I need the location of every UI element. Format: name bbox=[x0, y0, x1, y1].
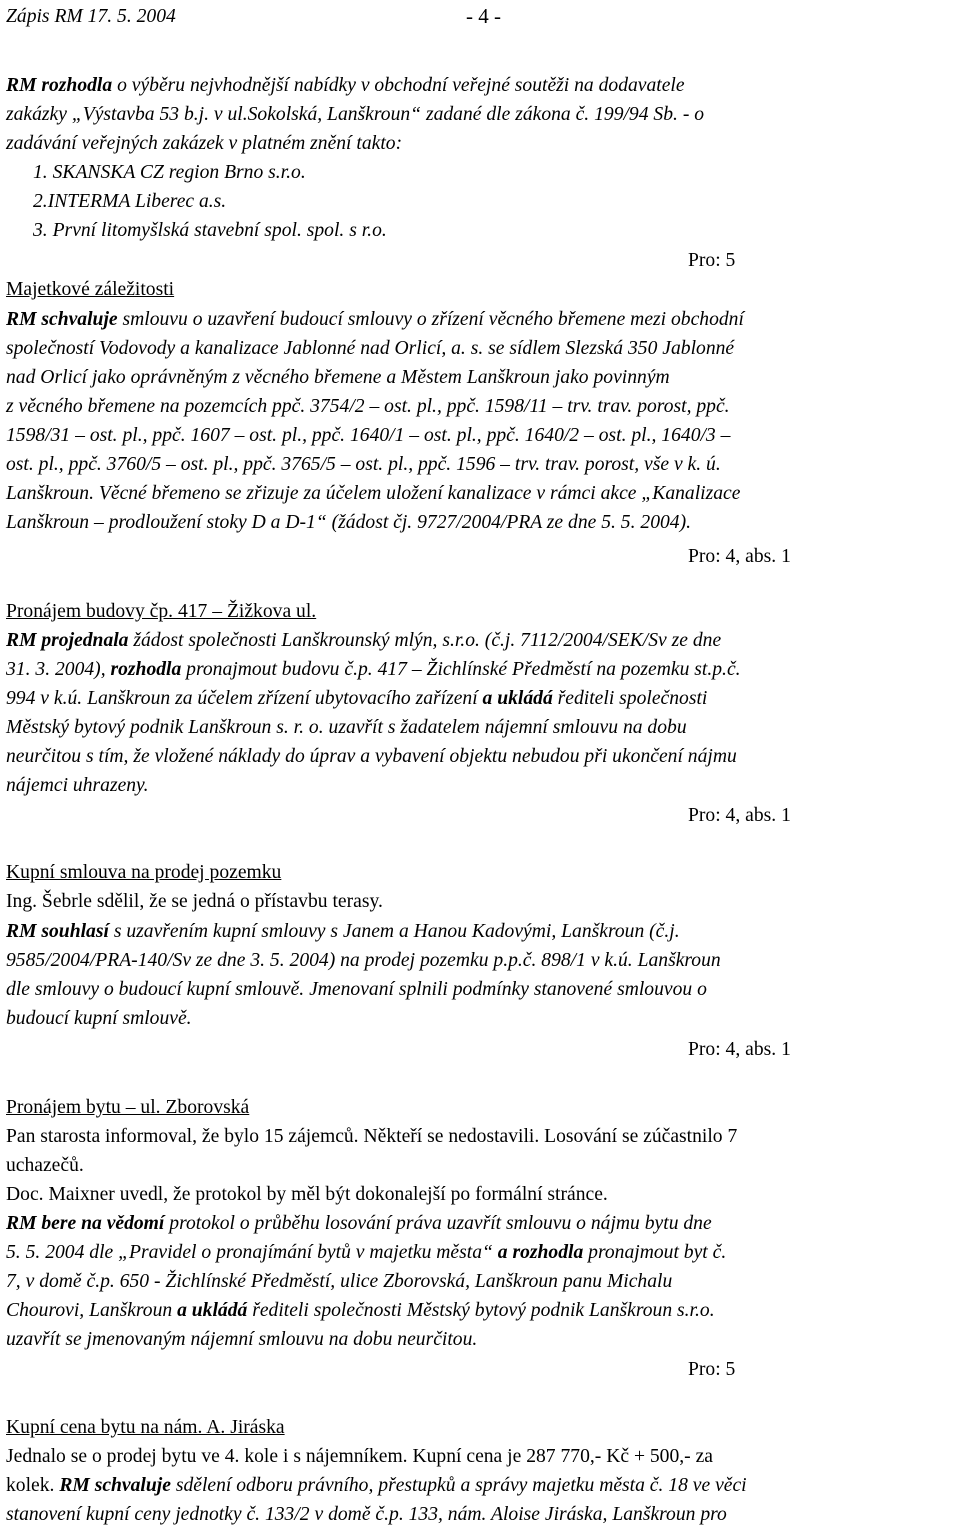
text-line: 5. 5. 2004 dle „Pravidel o pronajímání bytů v majetku města“ a rozhodla pronajmout byt č. bbox=[6, 1242, 727, 1263]
text-line: Pan starosta informoval, že bylo 15 zájemců. Někteří se nedostavili. Losování se zúčastnilo 7 bbox=[6, 1126, 738, 1147]
section-title: Pronájem budovy čp. 417 – Žižkova ul. bbox=[6, 601, 317, 622]
vote-result: Pro: 4, abs. 1 bbox=[688, 1039, 791, 1060]
section-property-matters bbox=[6, 275, 956, 304]
text-line: zadávání veřejných zakázek v platném znění takto: bbox=[6, 133, 403, 154]
text-line: Chourovi, Lanškroun a ukládá řediteli společnosti Městský bytový podnik Lanškroun s.r.o. bbox=[6, 1300, 715, 1321]
text-line: RM schvaluje smlouvu o uzavření budoucí smlouvy o zřízení věcného břemene mezi obchodní bbox=[6, 309, 744, 330]
text-line: nájemci uhrazeny. bbox=[6, 775, 149, 796]
list-item: 2.INTERMA Liberec a.s. bbox=[33, 191, 227, 212]
section-flat-body bbox=[6, 1209, 956, 1354]
text-line: Lanškroun. Věcné břemeno se zřizuje za účelem uložení kanalizace v rámci akce „Kanalizace bbox=[6, 483, 741, 504]
vote-result: Pro: 5 bbox=[688, 250, 736, 271]
text-line: uzavřít se jmenovaným nájemní smlouvu na dobu neurčitou. bbox=[6, 1329, 478, 1350]
text-line: 7, v domě č.p. 650 - Žichlínské Předměstí, ulice Zborovská, Lanškroun panu Michalu bbox=[6, 1271, 673, 1292]
text-line: 1598/31 – ost. pl., ppč. 1607 – ost. pl., ppč. 1640/1 – ost. pl., ppč. 1640/2 – ost. pl., 1640/3 – bbox=[6, 425, 731, 446]
section-tender-decision bbox=[6, 71, 956, 245]
text-line: Ing. Šebrle sdělil, že se jedná o přístavbu terasy. bbox=[6, 891, 383, 912]
text-line: dle smlouvy o budoucí kupní smlouvě. Jmenovaní splnili podmínky stanovené smlouvou o bbox=[6, 979, 707, 1000]
text-line: Doc. Maixner uvedl, že protokol by měl být dokonalejší po formální stránce. bbox=[6, 1184, 608, 1205]
text-line: Městský bytový podnik Lanškroun s. r. o. uzavřít s žadatelem nájemní smlouvu na dobu bbox=[6, 717, 687, 738]
text-line: RM souhlasí s uzavřením kupní smlouvy s Janem a Hanou Kadovými, Lanškroun (č.j. bbox=[6, 921, 680, 942]
text-line: RM rozhodla o výběru nejvhodnější nabídky v obchodní veřejné soutěži na dodavatele bbox=[6, 75, 685, 96]
vote-result: Pro: 4, abs. 1 bbox=[688, 546, 791, 567]
text-line: budoucí kupní smlouvě. bbox=[6, 1008, 192, 1029]
text-line: uchazečů. bbox=[6, 1155, 84, 1176]
text-line: stanovení kupní ceny jednotky č. 133/2 v domě č.p. 133, nám. Aloise Jiráska, Lanškroun pro bbox=[6, 1504, 727, 1525]
text-line: RM projednala žádost společnosti Lanškrounský mlýn, s.r.o. (č.j. 7112/2004/SEK/Sv ze dne bbox=[6, 630, 722, 651]
text-line: 994 v k.ú. Lanškroun za účelem zřízení ubytovacího zařízení a ukládá řediteli společnosti bbox=[6, 688, 708, 709]
section-title: Majetkové záležitosti bbox=[6, 279, 175, 300]
section-title: Kupní cena bytu na nám. A. Jiráska bbox=[6, 1417, 285, 1438]
section-building-lease bbox=[6, 597, 956, 626]
text-line: 9585/2004/PRA-140/Sv ze dne 3. 5. 2004) na prodej pozemku p.p.č. 898/1 v k.ú. Lanškroun bbox=[6, 950, 721, 971]
text-line: ost. pl., ppč. 3760/5 – ost. pl., ppč. 3765/5 – ost. pl., ppč. 1596 – trv. trav. porost, vše v k. ú. bbox=[6, 454, 721, 475]
page-number: - 4 - bbox=[466, 4, 501, 28]
text-line: neurčitou s tím, že vložené náklady do úprav a vybavení objektu nebudou při ukončení nájmu bbox=[6, 746, 737, 767]
text-line: nad Orlicí jako oprávněným z věcného břemene a Městem Lanškroun jako povinným bbox=[6, 367, 670, 388]
section-land-body bbox=[6, 917, 956, 1033]
text-line: Jednalo se o prodej bytu ve 4. kole i s nájemníkem. Kupní cena je 287 770,- Kč + 500,- za bbox=[6, 1446, 713, 1467]
text-line: z věcného břemene na pozemcích ppč. 3754/2 – ost. pl., ppč. 1598/11 – trv. trav. porost, ppč. bbox=[6, 396, 730, 417]
vote-result: Pro: 5 bbox=[688, 1359, 736, 1380]
header-title: Zápis RM 17. 5. 2004 bbox=[6, 6, 176, 27]
text-line: RM bere na vědomí protokol o průběhu losování práva uzavřít smlouvu o nájmu bytu dne bbox=[6, 1213, 712, 1234]
page-header bbox=[6, 2, 956, 32]
text-line: Lanškroun – prodloužení stoky D a D-1“ (žádost čj. 9727/2004/PRA ze dne 5. 5. 2004). bbox=[6, 512, 692, 533]
text-line: kolek. RM schvaluje sdělení odboru právního, přestupků a správy majetku města č. 18 ve věci bbox=[6, 1475, 747, 1496]
section-land-sale bbox=[6, 858, 956, 916]
text-line: zakázky „Výstavba 53 b.j. v ul.Sokolská, Lanškroun“ zadané dle zákona č. 199/94 Sb. - o bbox=[6, 104, 705, 125]
list-item: 1. SKANSKA CZ region Brno s.r.o. bbox=[33, 162, 306, 183]
text-line: společností Vodovody a kanalizace Jablonné nad Orlicí, a. s. se sídlem Slezská 350 Jablonné bbox=[6, 338, 735, 359]
section-flat-lease bbox=[6, 1093, 956, 1209]
section-flat-price bbox=[6, 1413, 956, 1529]
section-title: Kupní smlouva na prodej pozemku bbox=[6, 862, 282, 883]
section-building-body bbox=[6, 626, 956, 800]
vote-result: Pro: 4, abs. 1 bbox=[688, 805, 791, 826]
section-property-body bbox=[6, 305, 956, 537]
section-title: Pronájem bytu – ul. Zborovská bbox=[6, 1097, 250, 1118]
text-line: 31. 3. 2004), rozhodla pronajmout budovu č.p. 417 – Žichlínské Předměstí na pozemku st.p.č. bbox=[6, 659, 741, 680]
list-item: 3. První litomyšlská stavební spol. spol. s r.o. bbox=[33, 220, 387, 241]
